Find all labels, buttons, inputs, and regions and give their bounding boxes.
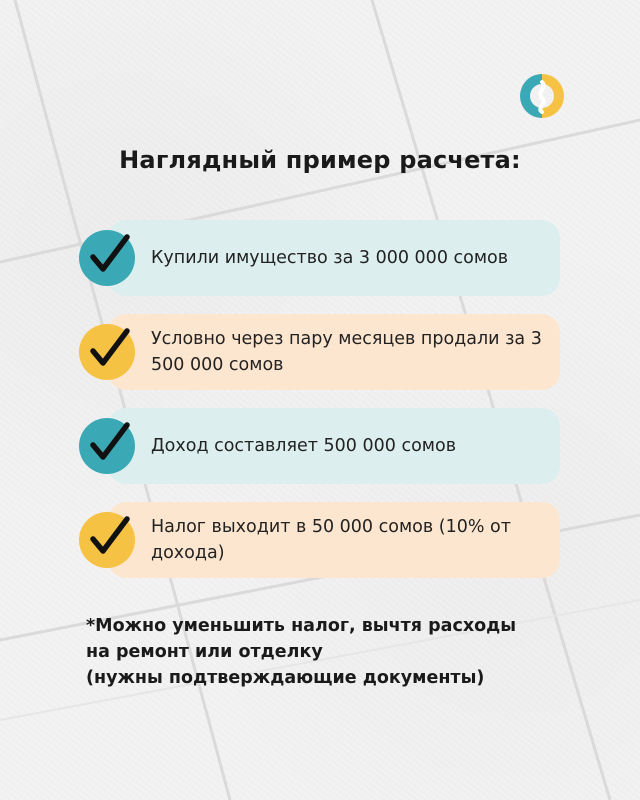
footnote-line-2: на ремонт или отделку — [86, 642, 323, 662]
calc-step-1-card — [108, 220, 560, 296]
footnote-line-1: *Можно уменьшить налог, вычтя расходы — [86, 616, 517, 636]
calc-step-4-text: Налог выходит в 50 000 сомов (10% от дохода) — [151, 517, 511, 563]
calc-step-3-text: Доход составляет 500 000 сомов — [151, 436, 457, 456]
calc-step-2-card — [108, 314, 560, 390]
footnote — [86, 613, 586, 691]
brand-logo-icon — [516, 70, 568, 122]
calc-step-2-text: Условно через пару месяцев продали за 3 500 000 сомов — [151, 329, 542, 375]
check-icon — [79, 324, 135, 380]
check-icon — [79, 512, 135, 568]
calc-step-4-card — [108, 502, 560, 578]
calc-step-3-card — [108, 408, 560, 484]
calc-step-1-text: Купили имущество за 3 000 000 сомов — [151, 248, 509, 268]
check-icon — [79, 230, 135, 286]
check-icon — [79, 418, 135, 474]
footnote-line-3: (нужны подтверждающие документы) — [86, 668, 485, 688]
page-title: Наглядный пример расчета: — [119, 146, 521, 174]
